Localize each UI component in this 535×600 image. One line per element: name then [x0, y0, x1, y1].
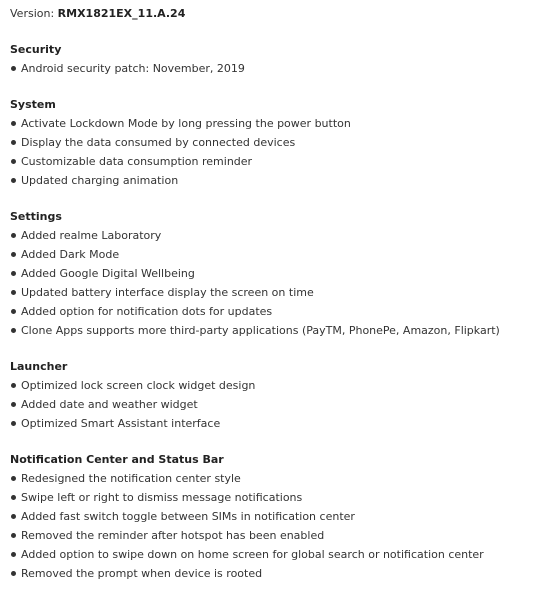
section-notification-center-and-status-bar — [10, 450, 535, 583]
list-item — [10, 264, 535, 283]
list-item — [10, 283, 535, 302]
bullet-icon — [11, 328, 16, 333]
bullet-icon — [11, 121, 16, 126]
list-item — [10, 545, 535, 564]
list-item-text: Removed the prompt when device is rooted — [21, 567, 263, 580]
list-item-text: Clone Apps supports more third-party applications (PayTM, PhonePe, Amazon, Flipkart) — [21, 324, 500, 337]
bullet-icon — [11, 533, 16, 538]
list-item — [10, 114, 535, 133]
version-line — [10, 4, 535, 23]
list-item-text: Added Google Digital Wellbeing — [21, 267, 195, 280]
list-item-text: Optimized lock screen clock widget design — [21, 379, 256, 392]
list-item-text: Added Dark Mode — [21, 248, 120, 261]
bullet-icon — [11, 178, 16, 183]
list-item-text: Updated charging animation — [21, 174, 179, 187]
list-item — [10, 152, 535, 171]
bullet-icon — [11, 66, 16, 71]
bullet-list — [10, 376, 535, 433]
bullet-icon — [11, 514, 16, 519]
list-item — [10, 302, 535, 321]
list-item — [10, 526, 535, 545]
list-item — [10, 469, 535, 488]
bullet-list — [10, 59, 535, 78]
section-heading: Settings — [10, 210, 62, 223]
list-item-text: Redesigned the notification center style — [21, 472, 241, 485]
section-heading: Security — [10, 43, 62, 56]
list-item — [10, 564, 535, 583]
list-item-text: Optimized Smart Assistant interface — [21, 417, 221, 430]
list-item-text: Updated battery interface display the screen on time — [21, 286, 314, 299]
list-item — [10, 171, 535, 190]
list-item-text: Added realme Laboratory — [21, 229, 162, 242]
bullet-list — [10, 226, 535, 340]
section-system — [10, 95, 535, 190]
list-item — [10, 245, 535, 264]
list-item-text: Swipe left or right to dismiss message notifications — [21, 491, 303, 504]
section-settings — [10, 207, 535, 340]
bullet-icon — [11, 140, 16, 145]
bullet-icon — [11, 476, 16, 481]
changelog-sections — [10, 40, 535, 583]
list-item — [10, 321, 535, 340]
bullet-list — [10, 469, 535, 583]
list-item-text: Customizable data consumption reminder — [21, 155, 253, 168]
list-item-text: Added date and weather widget — [21, 398, 198, 411]
list-item-text: Added option for notification dots for updates — [21, 305, 273, 318]
bullet-icon — [11, 290, 16, 295]
list-item — [10, 395, 535, 414]
section-security — [10, 40, 535, 78]
bullet-icon — [11, 233, 16, 238]
version-value: RMX1821EX_11.A.24 — [57, 7, 186, 20]
list-item-text: Activate Lockdown Mode by long pressing the power button — [21, 117, 351, 130]
bullet-icon — [11, 271, 16, 276]
section-heading: Notification Center and Status Bar — [10, 453, 224, 466]
list-item — [10, 376, 535, 395]
bullet-list — [10, 114, 535, 190]
bullet-icon — [11, 552, 16, 557]
bullet-icon — [11, 159, 16, 164]
section-heading: Launcher — [10, 360, 68, 373]
list-item — [10, 414, 535, 433]
list-item — [10, 507, 535, 526]
bullet-icon — [11, 383, 16, 388]
bullet-icon — [11, 309, 16, 314]
bullet-icon — [11, 252, 16, 257]
list-item-text: Display the data consumed by connected devices — [21, 136, 296, 149]
bullet-icon — [11, 402, 16, 407]
list-item-text: Added fast switch toggle between SIMs in notification center — [21, 510, 355, 523]
list-item — [10, 488, 535, 507]
list-item — [10, 133, 535, 152]
list-item-text: Added option to swipe down on home screen for global search or notification center — [21, 548, 484, 561]
list-item-text: Removed the reminder after hotspot has been enabled — [21, 529, 325, 542]
list-item — [10, 59, 535, 78]
list-item — [10, 226, 535, 245]
bullet-icon — [11, 495, 16, 500]
bullet-icon — [11, 571, 16, 576]
version-label: Version: — [10, 7, 55, 20]
list-item-text: Android security patch: November, 2019 — [21, 62, 245, 75]
section-heading: System — [10, 98, 56, 111]
bullet-icon — [11, 421, 16, 426]
section-launcher — [10, 357, 535, 433]
